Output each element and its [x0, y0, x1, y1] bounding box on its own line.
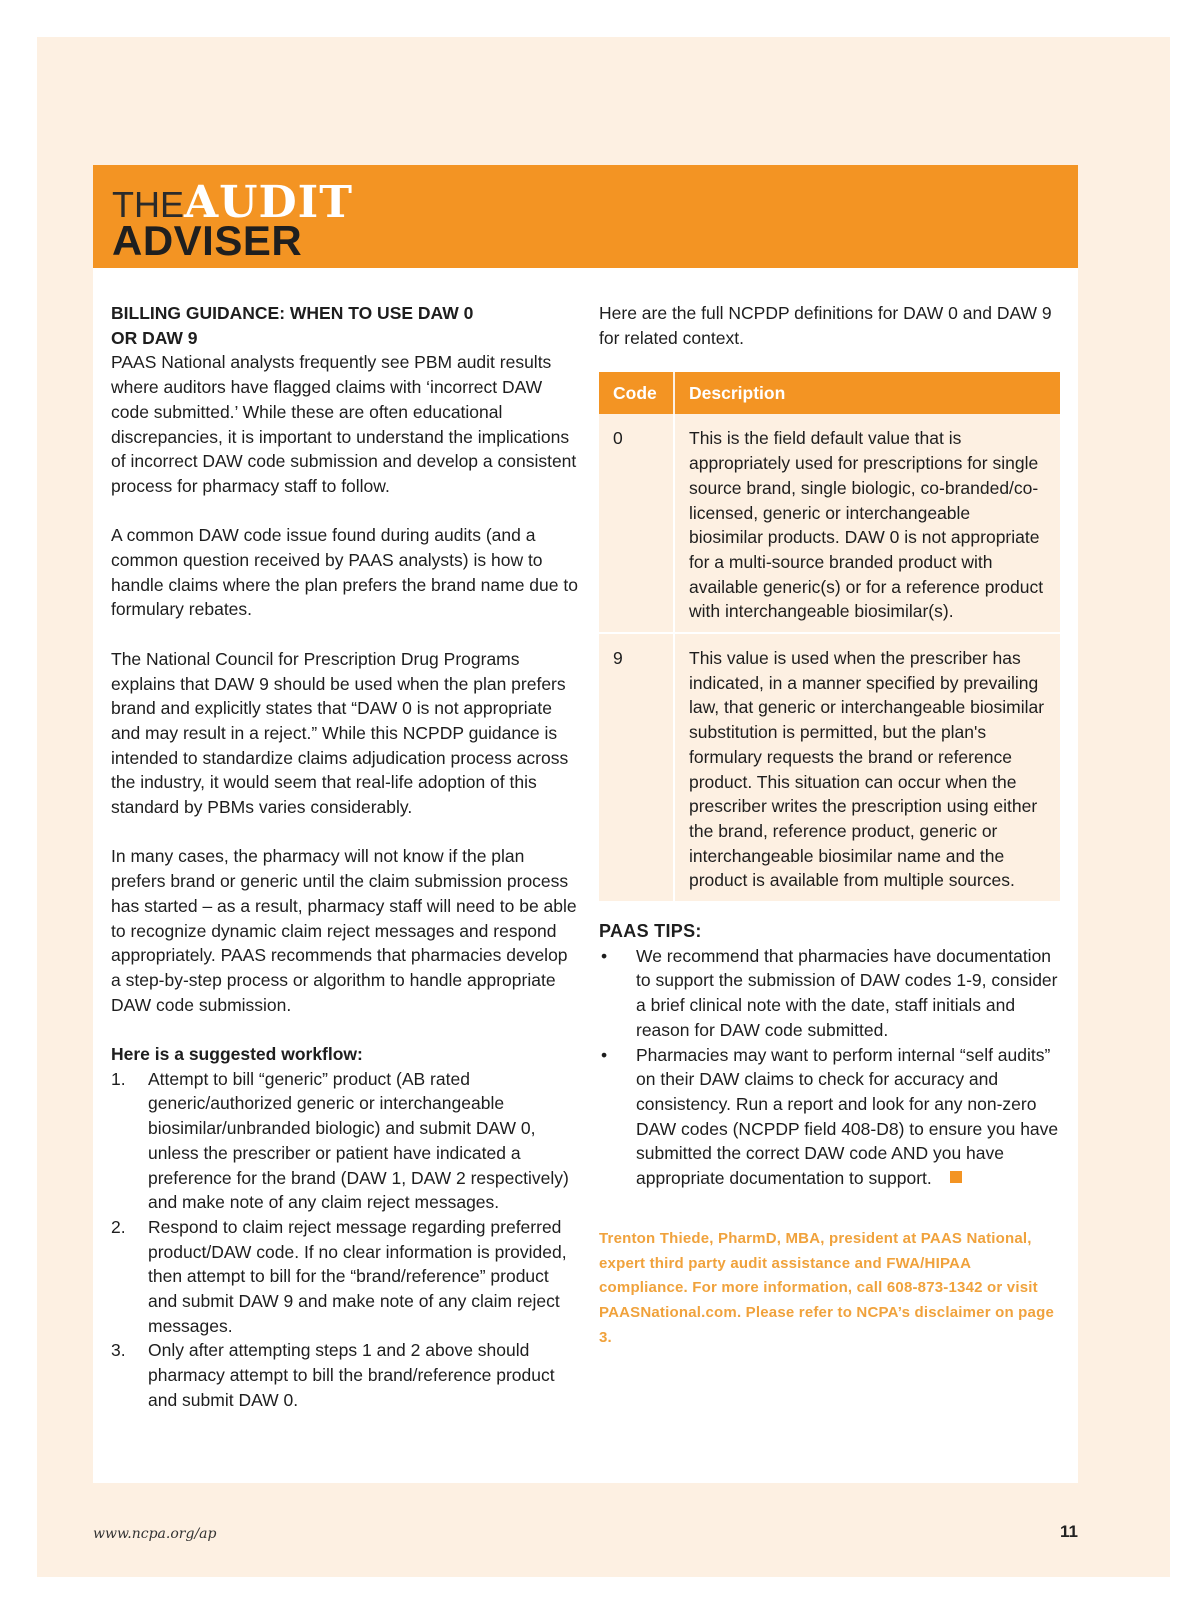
paragraph-3: The National Council for Prescription Drug Programs explains that DAW 9 should be used when the plan prefers brand and explicitly states that “DAW 0 is not appropriate and may result in a reject.” While this NCPDP guidance is intended to standardize claims adjudication process across the industry, it would seem that real-life adoption of this standard by PBMs varies considerably. — [111, 648, 569, 818]
workflow-step — [111, 1067, 581, 1215]
table-row — [599, 633, 1060, 901]
workflow-title: Here is a suggested workflow: — [111, 1044, 363, 1065]
paragraph-2: A common DAW code issue found during audits (and a common question received by PAAS analysts) is how to handle claims where the plan prefers the brand name due to formulary rebates. — [111, 525, 578, 620]
left-column — [111, 301, 581, 1413]
page-number: 11 — [1060, 1522, 1078, 1541]
step-text: Respond to claim reject message regarding preferred product/DAW code. If no clear information is provided, then attempt to bill for the “brand/reference” product and submit DAW 9 and make note of any claim reject messages. — [148, 1216, 567, 1336]
banner-adviser: ADVISER — [112, 217, 303, 264]
author-credit: Trenton Thiede, PharmD, MBA, president at PAAS National, expert third party audit assistance and FWA/HIPAA compliance. For more information, call 608-873-1342 or visit PAASNational.com. Please refer to NCPA’s disclaimer on page 3. — [599, 1229, 1054, 1346]
step-number: 3. — [111, 1340, 126, 1361]
tip-text: We recommend that pharmacies have documentation to support the submission of DAW codes 1-9, consider a brief clinical note with the date, staff initials and reason for DAW code submitted. — [636, 945, 1058, 1040]
article-heading — [111, 301, 581, 350]
banner-the: THE — [112, 184, 184, 225]
cell-code: 0 — [599, 414, 674, 633]
table-row — [599, 414, 1060, 633]
header-code: Code — [599, 372, 674, 414]
tip-item — [599, 944, 1061, 1043]
tip-text: Pharmacies may want to perform internal “self audits” on their DAW claims to check for accuracy and consistency. Run a report and look for any non-zero DAW codes (NCPDP field 408-D8) to ensure you have submitted the correct DAW code AND you have appropriate documentation to support. — [636, 1044, 1059, 1189]
section-banner — [93, 165, 1078, 268]
step-text: Attempt to bill “generic” product (AB rated generic/authorized generic or interchangeable biosimilar/unbranded biologic) and submit DAW 0, unless the prescriber or patient have indicated a preference for the brand (DAW 1, DAW 2 respectively) and make note of any claim reject messages. — [148, 1068, 569, 1213]
step-number: 1. — [111, 1068, 126, 1089]
paragraph-1: PAAS National analysts frequently see PBM audit results where auditors have flagged claims with ‘incorrect DAW code submitted.’ While these are often educational discrepancies, it is important to understand the implications of incorrect DAW code submission and develop a consistent process for pharmacy staff to follow. — [111, 352, 577, 496]
footer-url: www.ncpa.org/ap — [93, 1526, 217, 1542]
daw-definitions-table — [599, 372, 1060, 901]
workflow-step — [111, 1215, 581, 1339]
paragraph-4: In many cases, the pharmacy will not know if the plan prefers brand or generic until the claim submission process has started – as a result, pharmacy staff will need to be able to recognize dynamic claim reject messages and respond appropriately. PAAS recommends that pharmacies develop a step-by-step process or algorithm to handle appropriate DAW code submission. — [111, 846, 577, 1015]
bullet-icon: • — [601, 1044, 608, 1065]
header-description: Description — [674, 372, 1060, 414]
cell-description: This is the field default value that is appropriately used for prescriptions for single source brand, single biologic, co-branded/co-licensed, generic or interchangeable biosimilar products. DAW 0 is not appropriate for a multi-source branded product with available generic(s) or for a reference product with interchangeable biosimilar(s). — [674, 414, 1060, 633]
tips-list — [599, 944, 1061, 1191]
table-header-row — [599, 372, 1060, 414]
tips-title: PAAS TIPS: — [599, 921, 702, 942]
step-number: 2. — [111, 1216, 126, 1237]
cell-code: 9 — [599, 633, 674, 901]
cell-description: This value is used when the prescriber has indicated, in a manner specified by prevailing law, that generic or interchangeable biosimilar substitution is permitted, but the plan's formulary requests the brand or reference product. This situation can occur when the prescriber writes the prescription using either the brand, reference product, generic or interchangeable biosimilar name and the product is available from multiple sources. — [674, 633, 1060, 901]
heading-line1: BILLING GUIDANCE: WHEN TO USE DAW 0 — [111, 303, 474, 323]
heading-line2: OR DAW 9 — [111, 327, 198, 348]
workflow-list — [111, 1067, 581, 1413]
banner-audit: AUDIT — [184, 177, 353, 228]
table-intro: Here are the full NCPDP definitions for DAW 0 and DAW 9 for related context. — [599, 303, 1052, 348]
workflow-step — [111, 1338, 581, 1412]
end-square-icon — [950, 1171, 962, 1183]
step-text: Only after attempting steps 1 and 2 above should pharmacy attempt to bill the brand/reference product and submit DAW 0. — [148, 1340, 555, 1410]
bullet-icon: • — [601, 945, 608, 966]
right-column — [599, 301, 1061, 1350]
tip-item — [599, 1043, 1061, 1191]
